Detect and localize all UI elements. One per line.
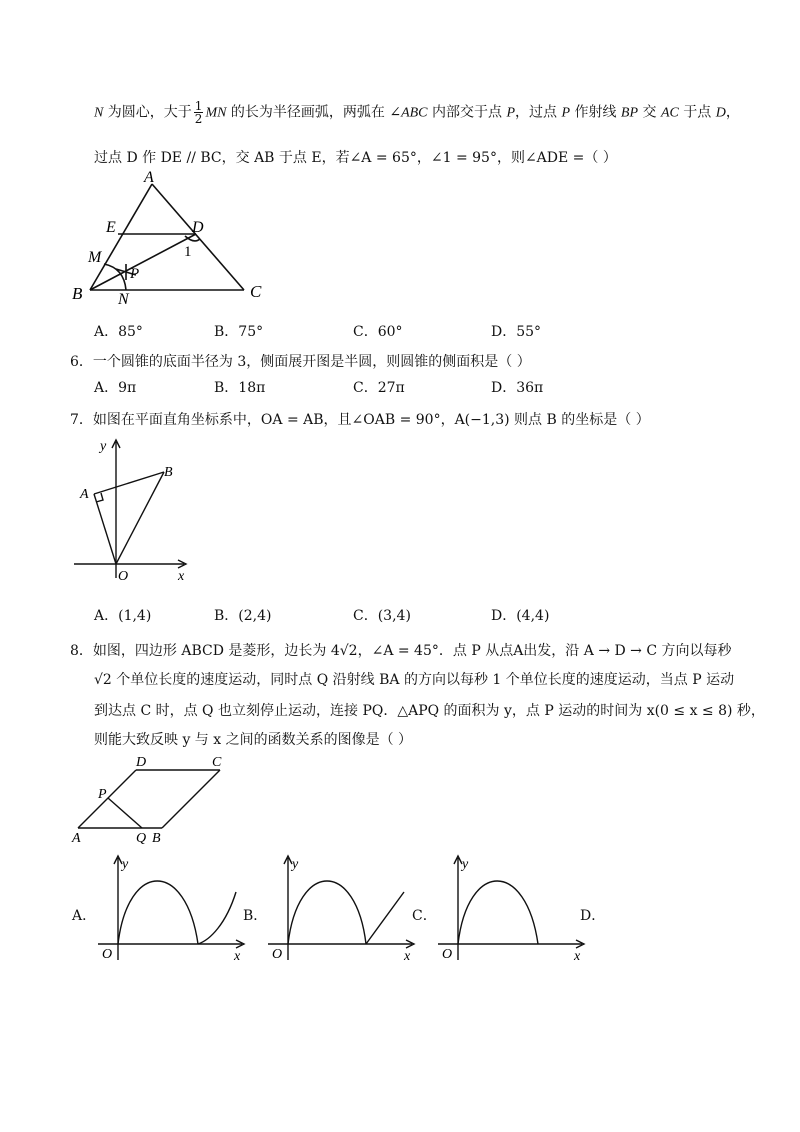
q7-label-x: x (178, 569, 185, 584)
q8-graph-b-curve (288, 881, 366, 944)
q8-graph-c-label-x: x (574, 949, 581, 964)
q6-option-a[interactable]: A．9π (94, 380, 137, 396)
q5-label-e: E (106, 219, 116, 236)
q8-graph-a-curve-2 (198, 892, 236, 944)
q6-option-c[interactable]: C．27π (353, 380, 405, 396)
q8-option-c[interactable]: C． (412, 908, 437, 924)
q5-label-1: 1 (184, 244, 192, 260)
q7-segment-oa (94, 494, 116, 564)
q8-graph-a-label-x: x (234, 949, 241, 964)
q8-graph-b-label-o: O (272, 947, 283, 962)
q8-graph-b-label-y: y (292, 857, 299, 872)
q7-label-b: B (164, 465, 173, 480)
q8-line-3: 到达点 C 时，点 Q 也立刻停止运动，连接 PQ．△APQ 的面积为 y，点 P 运动的时间为 x(0 ≤ x ≤ 8) 秒， (94, 703, 765, 719)
q5-label-c: C (250, 282, 262, 301)
q5-line-2: 过点 D 作 DE // BC，交 AB 于点 E，若∠A = 65°，∠1 = 95°，则∠ADE =（ ） (94, 150, 617, 166)
q5-text-ac: AC (660, 105, 679, 121)
q7-label-a: A (80, 487, 89, 502)
q5-text-j: 作射线 (570, 104, 621, 121)
q5-option-a[interactable]: A．85° (94, 324, 143, 340)
q8-graph-b-label-x: x (404, 949, 411, 964)
q5-text-d2: D (715, 105, 726, 121)
q8-label-q: Q (136, 831, 147, 844)
q5-frac-den: 2 (194, 112, 203, 126)
q8-graph-a[interactable] (94, 852, 250, 964)
q7-option-c[interactable]: C．(3,4) (353, 608, 411, 624)
q8-graph-c-label-y: y (462, 857, 469, 872)
q6-option-b[interactable]: B．18π (214, 380, 266, 396)
q8-label-c: C (212, 755, 222, 770)
q5-label-b: B (72, 284, 83, 303)
q7-coordinate-figure (68, 432, 198, 584)
q5-label-a: A (144, 169, 154, 186)
q8-line-4: 则能大致反映 y 与 x 之间的函数关系的图像是（ ） (94, 732, 413, 748)
q7-right-angle-mark (96, 493, 103, 502)
q8-segment-pq (108, 798, 142, 828)
q8-label-d: D (136, 755, 147, 770)
q5-side-ac (152, 184, 244, 290)
q5-text-n2: 于点 (678, 104, 716, 121)
q5-text-h: ，过点 (515, 104, 562, 121)
q7-option-d[interactable]: D．(4,4) (491, 608, 550, 624)
q8-option-d[interactable]: D． (580, 908, 606, 924)
q5-text-p2: P (561, 105, 571, 121)
q5-text-abc: ABC (401, 105, 428, 121)
q8-graph-a-curve-1 (118, 881, 198, 944)
q8-graph-b[interactable] (264, 852, 420, 964)
q5-label-n: N (118, 291, 129, 308)
q5-text-mn: MN (205, 105, 227, 121)
q5-label-m: M (88, 249, 102, 266)
q5-text-l: 交 (638, 104, 661, 121)
q5-text-f: 内部交于点 (427, 104, 507, 121)
q5-option-b[interactable]: B．75° (214, 324, 264, 340)
q7-label-y: y (100, 439, 107, 454)
q5-fraction-half (194, 100, 204, 125)
q8-graph-a-label-o: O (102, 947, 113, 962)
q5-option-d[interactable]: D．55° (491, 324, 542, 340)
q8-graph-b-line (366, 892, 404, 944)
q5-triangle-figure (68, 168, 278, 308)
q8-label-p: P (98, 787, 107, 802)
q5-text-p: ， (725, 104, 740, 121)
q8-graph-c[interactable] (434, 852, 590, 964)
q7-option-b[interactable]: B．(2,4) (214, 608, 272, 624)
q8-line-2: √2 个单位长度的速度运动，同时点 Q 沿射线 BA 的方向以每秒 1 个单位长度的速度运动，当点 P 运动 (94, 672, 735, 688)
q5-text-b: 为圆心，大于 (103, 104, 192, 121)
q8-side-ad (78, 770, 136, 828)
q5-text-d: 的长为半径画弧，两弧在 ∠ (226, 104, 402, 121)
q5-text-n: N (94, 105, 104, 121)
q6-stem: 6．一个圆锥的底面半径为 3，侧面展开图是半圆，则圆锥的侧面积是（ ） (70, 354, 531, 370)
q5-line-1 (94, 100, 740, 125)
q5-text-p1: P (506, 105, 515, 121)
q8-graph-c-curve (458, 881, 538, 944)
q7-option-a[interactable]: A．(1,4) (94, 608, 152, 624)
q5-text-bp: BP (620, 105, 639, 121)
q8-option-b[interactable]: B． (243, 908, 268, 924)
q5-label-d: D (192, 219, 204, 236)
q8-line-1: 8．如图，四边形 ABCD 是菱形，边长为 4√2，∠A = 45°．点 P 从点A出发，沿 A → D → C 方向以每秒 (70, 643, 732, 659)
q6-option-d[interactable]: D．36π (491, 380, 544, 396)
q7-label-o: O (118, 569, 129, 584)
q8-rhombus-figure (70, 752, 240, 844)
q8-option-a[interactable]: A． (72, 908, 97, 924)
q8-label-a: A (72, 831, 81, 844)
q8-side-cb (162, 770, 220, 828)
q8-label-b: B (152, 831, 161, 844)
q5-option-c[interactable]: C．60° (353, 324, 403, 340)
q7-stem: 7．如图在平面直角坐标系中，OA = AB，且∠OAB = 90°，A(−1,3) 则点 B 的坐标是（ ） (70, 412, 650, 428)
q7-segment-ob (116, 472, 164, 564)
q5-label-p: P (130, 266, 140, 282)
q8-graph-c-label-o: O (442, 947, 453, 962)
q5-frac-num: 1 (194, 99, 203, 113)
q8-graph-a-label-y: y (122, 857, 129, 872)
